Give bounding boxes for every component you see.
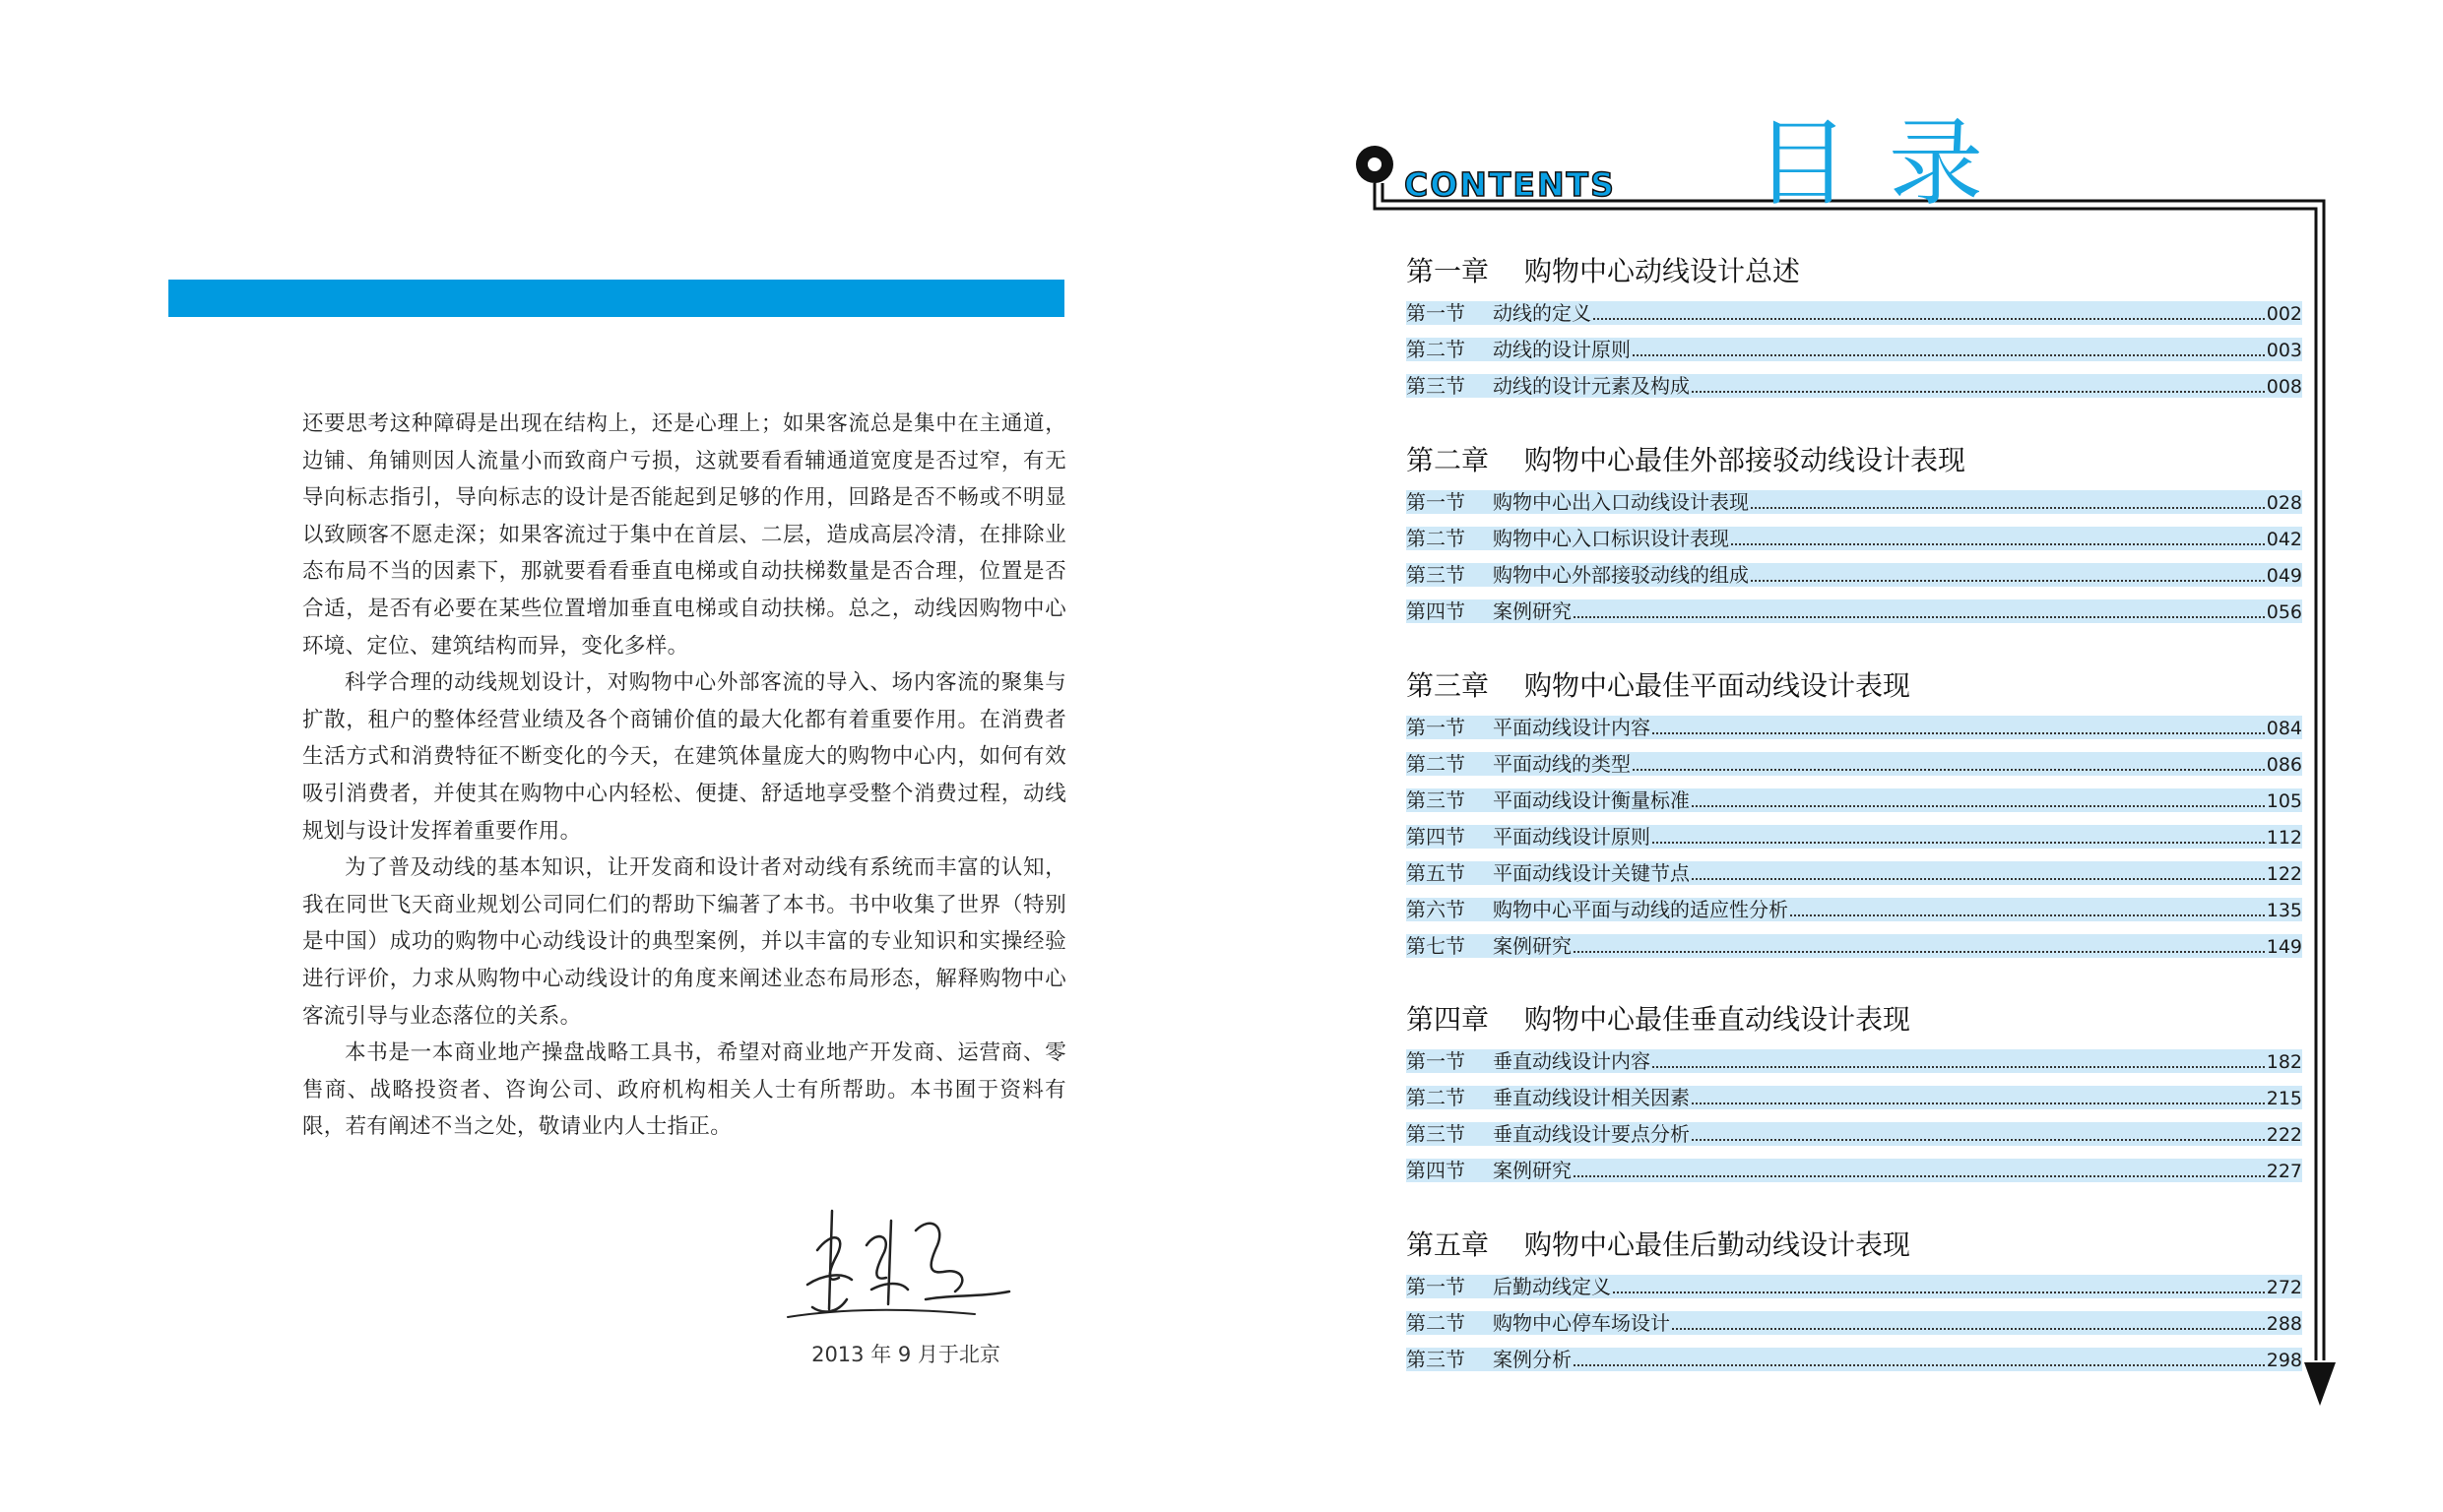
chapter-heading[interactable]	[1406, 1221, 2302, 1270]
chapter-number: 第三章	[1406, 669, 1490, 702]
page-number: 112	[2266, 827, 2302, 849]
toc-section[interactable]	[1406, 333, 2302, 369]
section-number: 第三节	[1406, 788, 1465, 812]
section-title: 购物中心停车场设计	[1493, 1311, 1670, 1335]
section-title: 平面动线设计衡量标准	[1493, 788, 1690, 812]
section-title: 平面动线设计关键节点	[1493, 861, 1690, 885]
section-number: 第二节	[1406, 527, 1465, 550]
dot-leader	[1574, 616, 2265, 618]
dot-leader	[1633, 354, 2265, 356]
section-number: 第一节	[1406, 301, 1465, 325]
dot-leader	[1613, 1292, 2265, 1293]
section-number: 第六节	[1406, 898, 1465, 921]
section-number: 第一节	[1406, 1275, 1465, 1298]
section-title: 后勤动线定义	[1493, 1275, 1611, 1298]
dot-leader	[1574, 951, 2265, 953]
toc-section[interactable]	[1406, 595, 2302, 631]
page-number: 028	[2266, 492, 2302, 514]
section-number: 第三节	[1406, 1122, 1465, 1146]
section-number: 第七节	[1406, 934, 1465, 958]
dot-leader	[1731, 543, 2265, 545]
section-title: 购物中心外部接驳动线的组成	[1493, 563, 1749, 587]
toc-section[interactable]	[1406, 929, 2302, 966]
dot-leader	[1751, 507, 2265, 509]
dot-leader	[1692, 878, 2265, 880]
toc-section[interactable]	[1406, 369, 2302, 406]
page-number: 227	[2266, 1161, 2302, 1182]
page-number: 149	[2266, 936, 2302, 958]
chapter-number: 第四章	[1406, 1003, 1490, 1036]
toc-section[interactable]	[1406, 711, 2302, 747]
chapter-number: 第二章	[1406, 444, 1490, 476]
section-number: 第二节	[1406, 338, 1465, 361]
section-number: 第四节	[1406, 599, 1465, 623]
chapter-heading[interactable]	[1406, 995, 2302, 1044]
dot-leader	[1574, 1364, 2265, 1366]
preface-date: 2013 年 9 月于北京	[811, 1343, 1000, 1366]
section-number: 第二节	[1406, 1311, 1465, 1335]
toc-section[interactable]	[1406, 522, 2302, 558]
dot-leader	[1692, 805, 2265, 807]
toc-section[interactable]	[1406, 1044, 2302, 1081]
page-number: 086	[2266, 754, 2302, 776]
chapter-heading[interactable]	[1406, 662, 2302, 711]
dot-leader	[1652, 1066, 2265, 1068]
preface-paragraph-1: 还要思考这种障碍是出现在结构上，还是心理上；如果客流总是集中在主通道，边铺、角铺则因人流量小而致商户亏损，这就要看看辅通道宽度是否过窄，有无导向标志指引，导向标志的设计是否能起到足够的作用，回路是否不畅或不明显以致顾客不愿走深；如果客流过于集中在首层、二层，造成高层冷清，在排除业态布局不当的因素下，那就要看看垂直电梯或自动扶梯数量是否合理，位置是否合适，是否有必要在某些位置增加垂直电梯或自动扶梯。总之，动线因购物中心环境、定位、建筑结构而异，变化多样。	[302, 411, 1066, 659]
toc-section[interactable]	[1406, 893, 2302, 929]
page-number: 003	[2266, 340, 2302, 361]
page-number: 084	[2266, 718, 2302, 739]
section-number: 第三节	[1406, 374, 1465, 398]
section-number: 第一节	[1406, 1049, 1465, 1073]
toc-chapter-5	[1406, 1221, 2302, 1379]
page-number: 002	[2266, 303, 2302, 325]
dot-leader	[1692, 1139, 2265, 1141]
contents-label: CONTENTS	[1404, 165, 1616, 204]
dot-leader	[1692, 1102, 2265, 1104]
preface-paragraph-3: 为了普及动线的基本知识，让开发商和设计者对动线有系统而丰富的认知，我在同世飞天商业规划公司同仁们的帮助下编著了本书。书中收集了世界（特别是中国）成功的购物中心动线设计的典型案例，并以丰富的专业知识和实操经验进行评价，力求从购物中心动线设计的角度来阐述业态布局形态，解释购物中心客流引导与业态落位的关系。	[302, 855, 1066, 1029]
page-number: 272	[2266, 1277, 2302, 1298]
toc-chapter-2	[1406, 436, 2302, 631]
dot-leader	[1790, 914, 2265, 916]
dot-leader	[1751, 580, 2265, 582]
section-title: 案例研究	[1493, 1159, 1572, 1182]
dot-leader	[1633, 769, 2265, 771]
section-number: 第二节	[1406, 1086, 1465, 1109]
section-number: 第一节	[1406, 716, 1465, 739]
toc-chapter-1	[1406, 247, 2302, 406]
toc-section[interactable]	[1406, 1154, 2302, 1190]
chapter-title: 购物中心动线设计总述	[1524, 255, 1801, 287]
toc-section[interactable]	[1406, 747, 2302, 784]
section-title: 动线的定义	[1493, 301, 1591, 325]
toc-section[interactable]	[1406, 784, 2302, 820]
section-title: 案例研究	[1493, 599, 1572, 623]
page-number: 298	[2266, 1350, 2302, 1371]
chapter-title: 购物中心最佳外部接驳动线设计表现	[1524, 444, 1966, 476]
chapter-number: 第五章	[1406, 1228, 1490, 1261]
section-title: 购物中心入口标识设计表现	[1493, 527, 1729, 550]
toc-section[interactable]	[1406, 856, 2302, 893]
chapter-title: 购物中心最佳垂直动线设计表现	[1524, 1003, 1911, 1036]
toc-section[interactable]	[1406, 1343, 2302, 1379]
chapter-heading[interactable]	[1406, 436, 2302, 485]
section-number: 第三节	[1406, 563, 1465, 587]
section-number: 第三节	[1406, 1348, 1465, 1371]
page-number: 042	[2266, 529, 2302, 550]
section-number: 第四节	[1406, 825, 1465, 849]
section-title: 动线的设计原则	[1493, 338, 1631, 361]
dot-leader	[1652, 732, 2265, 734]
toc-chapter-3	[1406, 662, 2302, 966]
toc-section[interactable]	[1406, 1081, 2302, 1117]
toc-section[interactable]	[1406, 558, 2302, 595]
section-title: 垂直动线设计内容	[1493, 1049, 1650, 1073]
toc-section[interactable]	[1406, 296, 2302, 333]
section-title: 平面动线的类型	[1493, 752, 1631, 776]
page-number: 056	[2266, 601, 2302, 623]
section-title: 案例研究	[1493, 934, 1572, 958]
page-number: 122	[2266, 863, 2302, 885]
section-title: 动线的设计元素及构成	[1493, 374, 1690, 398]
dot-leader	[1574, 1175, 2265, 1177]
toc-section[interactable]	[1406, 1270, 2302, 1306]
section-title: 购物中心出入口动线设计表现	[1493, 490, 1749, 514]
toc-section[interactable]	[1406, 1117, 2302, 1154]
dot-leader	[1692, 391, 2265, 393]
preface-paragraph-4: 本书是一本商业地产操盘战略工具书，希望对商业地产开发商、运营商、零售商、战略投资者、咨询公司、政府机构相关人士有所帮助。本书囿于资料有限，若有阐述不当之处，敬请业内人士指正。	[302, 1040, 1066, 1140]
chapter-title: 购物中心最佳平面动线设计表现	[1524, 669, 1911, 702]
circle-dot-icon	[1356, 146, 1393, 183]
dot-leader	[1672, 1328, 2265, 1330]
chapter-number: 第一章	[1406, 255, 1490, 287]
page-number: 135	[2266, 900, 2302, 921]
section-number: 第四节	[1406, 1159, 1465, 1182]
section-title: 案例分析	[1493, 1348, 1572, 1371]
arrow-down-icon	[2304, 1362, 2336, 1406]
page-number: 215	[2266, 1088, 2302, 1109]
toc-section[interactable]	[1406, 485, 2302, 522]
section-title: 平面动线设计内容	[1493, 716, 1650, 739]
page-number: 105	[2266, 790, 2302, 812]
section-title: 垂直动线设计相关因素	[1493, 1086, 1690, 1109]
section-title: 购物中心平面与动线的适应性分析	[1493, 898, 1788, 921]
section-title: 垂直动线设计要点分析	[1493, 1122, 1690, 1146]
toc-section[interactable]	[1406, 1306, 2302, 1343]
chapter-title: 购物中心最佳后勤动线设计表现	[1524, 1228, 1911, 1261]
page-number: 049	[2266, 565, 2302, 587]
section-title: 平面动线设计原则	[1493, 825, 1650, 849]
toc-title: 目录	[1755, 108, 2023, 219]
section-number: 第一节	[1406, 490, 1465, 514]
page-number: 222	[2266, 1124, 2302, 1146]
page-number: 182	[2266, 1051, 2302, 1073]
page-number: 288	[2266, 1313, 2302, 1335]
chapter-heading[interactable]	[1406, 247, 2302, 296]
section-number: 第二节	[1406, 752, 1465, 776]
section-number: 第五节	[1406, 861, 1465, 885]
dot-leader	[1652, 842, 2265, 844]
page-number: 008	[2266, 376, 2302, 398]
preface-paragraph-2: 科学合理的动线规划设计，对购物中心外部客流的导入、场内客流的聚集与扩散，租户的整体经营业绩及各个商铺价值的最大化都有着重要作用。在消费者生活方式和消费特征不断变化的今天，在建筑体量庞大的购物中心内，如何有效吸引消费者，并使其在购物中心内轻松、便捷、舒适地享受整个消费过程，动线规划与设计发挥着重要作用。	[302, 670, 1066, 844]
dot-leader	[1593, 318, 2265, 320]
toc-section[interactable]	[1406, 820, 2302, 856]
toc-chapter-4	[1406, 995, 2302, 1190]
